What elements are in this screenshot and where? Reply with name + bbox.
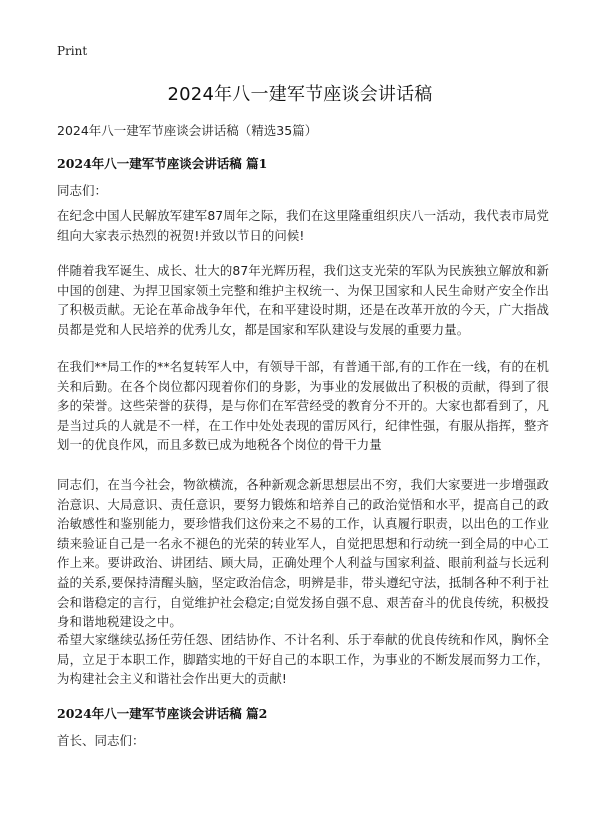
page-title: 2024年八一建军节座谈会讲话稿	[167, 84, 433, 105]
greeting-1: 同志们：	[57, 183, 108, 198]
document-subtitle: 2024年八一建军节座谈会讲话稿（精选35篇）	[57, 123, 318, 138]
paragraph-2: 伴随着我军诞生、成长、壮大的87年光辉历程，我们这支光荣的军队为民族独立解放和新中国的创建、为捍卫国家领土完整和维护主权统一、为保卫国家和人民生命财产安全作出了积极贡献。无论在革命战争年代，在和平建设时期，还是在改革开放的今天，广大指战员都是党和人民培养的优秀儿女，都是国家和军队建设与发展的重要力量。	[57, 263, 549, 337]
paragraph-3: 在我们**局工作的**名复转军人中，有领导干部，有普通干部,有的工作在一线，有的在机关和后勤。在各个岗位都闪现着你们的身影，为事业的发展做出了积极的贡献，得到了很多的荣誉。这些荣誉的获得，是与你们在军营经受的教育分不开的。大家也都看到了，凡是当过兵的人就是不一样，在工作中处处表现的雷厉风行，纪律性强，有服从指挥，整齐划一的优良作风，而且多数已成为地税各个岗位的骨干力量	[57, 359, 549, 453]
paragraph-4: 同志们，在当今社会，物欲横流，各种新观念新思想层出不穷，我们大家要进一步增强政治意识、大局意识、责任意识，要努力锻炼和培养自己的政治觉悟和水平，提高自己的政治敏感性和鉴别能力，要珍惜我们这份来之不易的工作，认真履行职责，以出色的工作业绩来验证自己是一名永不褪色的光荣的转业军人，自觉把思想和行动统一到全局的中心工作上来。要讲政治、讲团结、顾大局，正确处理个人利益与国家利益、眼前利益与长远利益的关系,要保持清醒头脑，坚定政治信念，明辨是非，带头遵纪守法，抵制各种不利于社会和谐稳定的言行，自觉维护社会稳定;自觉发扬自强不息、艰苦奋斗的优良传统，积极投身和谐地税建设之中。	[57, 477, 549, 630]
print-link[interactable]: Print	[57, 44, 88, 58]
paragraph-1: 在纪念中国人民解放军建军87周年之际，我们在这里隆重组织庆八一活动，我代表市局党组向大家表示热烈的祝贺!并致以节日的问候!	[57, 208, 549, 243]
greeting-2: 首长、同志们：	[57, 733, 145, 748]
section-heading-1: 2024年八一建军节座谈会讲话稿 篇1	[57, 156, 268, 171]
paragraph-5: 希望大家继续弘扬任劳任怨、团结协作、不计名利、乐于奉献的优良传统和作风，胸怀全局，立足于本职工作，脚踏实地的干好自己的本职工作，为事业的不断发展而努力工作，为构建社会主义和谐社会作出更大的贡献!	[57, 632, 549, 687]
section-heading-2: 2024年八一建军节座谈会讲话稿 篇2	[57, 706, 268, 721]
